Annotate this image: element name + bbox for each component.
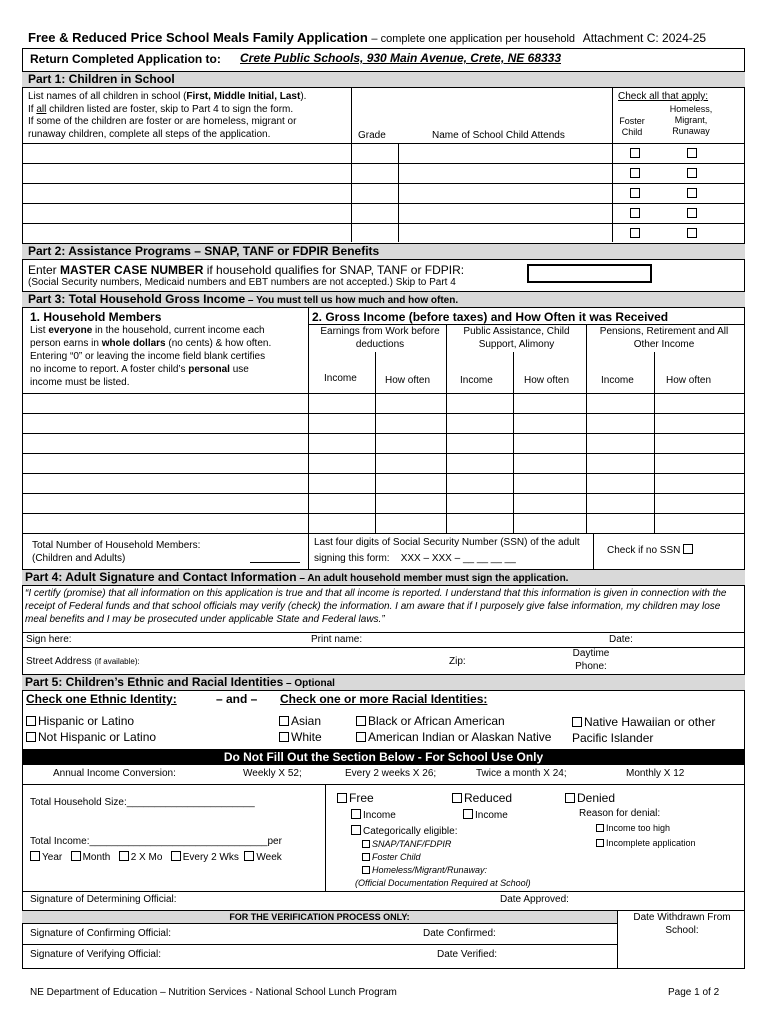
member-name-field[interactable] (26, 415, 306, 431)
col-how-often-work: How often (385, 375, 431, 386)
member-name-field[interactable] (26, 495, 306, 511)
zip-field[interactable] (470, 652, 560, 668)
table-row (22, 453, 745, 473)
pension-income-field[interactable] (590, 495, 650, 511)
part1-instructions: List names of all children in school (First, Middle Initial, Last). If all children listed are foster, skip to Part 4 to sign the form. If some of the children are foster or are homeless, migrant or runaway children, complete all steps of the application. (28, 91, 307, 140)
verifying-signature-label: Signature of Verifying Official: (30, 949, 161, 960)
attachment-label: Attachment C: 2024-25 (582, 31, 707, 45)
freq-week-checkbox[interactable] (244, 851, 254, 861)
pension-frequency-field[interactable] (658, 415, 740, 431)
part4-title: Part 4: Adult Signature and Contact Information – An adult household member must sign the application. (22, 569, 745, 586)
no-ssn-checkbox[interactable] (683, 544, 693, 554)
foster-checkbox[interactable] (630, 168, 640, 178)
pension-frequency-field[interactable] (658, 395, 740, 411)
table-row (22, 393, 745, 413)
work-income-field[interactable] (312, 455, 372, 471)
grade-field[interactable] (355, 185, 397, 201)
freq-month-checkbox[interactable] (71, 851, 81, 861)
child-name-field[interactable] (26, 145, 351, 161)
ssn-label: Last four digits of Social Security Number (SSN) of the adult signing this form: XXX – XXX – __ __ __ __ (314, 537, 580, 564)
work-frequency-field[interactable] (378, 395, 442, 411)
public-frequency-field[interactable] (516, 395, 582, 411)
asian-option[interactable]: Asian (279, 714, 321, 728)
foster-option[interactable]: Foster Child (362, 852, 421, 862)
print-name-field[interactable] (372, 633, 602, 647)
table-row (22, 493, 745, 513)
pension-income-field[interactable] (590, 455, 650, 471)
free-option[interactable]: Free (337, 791, 374, 805)
annual-conversion-label: Annual Income Conversion: (53, 768, 176, 779)
phone-field[interactable] (620, 652, 740, 668)
table-row (22, 163, 745, 183)
work-income-field[interactable] (312, 395, 372, 411)
snap-checkbox[interactable] (362, 840, 370, 848)
child-name-field[interactable] (26, 225, 351, 241)
freq-year-checkbox[interactable] (30, 851, 40, 861)
public-frequency-field[interactable] (516, 415, 582, 431)
certification-text: “I certify (promise) that all information on this application is true and that all income is reported. I understand that this information is given in connection with the receipt of Federal funds and that school officials may verify (check) the information. I am aware that if I purposely give false information, my children may lose meal benefits and I may be prosecuted under applicable State and Federal laws.” (25, 588, 727, 625)
form-title: Free & Reduced Price School Meals Family Application (28, 30, 368, 45)
reduced-checkbox[interactable] (452, 793, 462, 803)
homeless-checkbox[interactable] (687, 168, 697, 178)
confirming-signature-field[interactable] (200, 925, 420, 941)
member-name-field[interactable] (26, 515, 306, 531)
freq-every2-option[interactable]: Every 2 Wks (171, 852, 239, 863)
child-name-field[interactable] (26, 165, 351, 181)
denied-checkbox[interactable] (565, 793, 575, 803)
work-frequency-field[interactable] (378, 475, 442, 491)
members-instructions: List everyone in the household, current income each person earns in whole dollars (no cents) & how often. Entering “0” or leaving the income field blank certifies no income to report. A foster child’s personal use income must be listed. (30, 325, 272, 388)
form-subtitle: – complete one application per household (371, 33, 576, 45)
zip-label: Zip: (449, 656, 466, 667)
col-income-pension: Income (601, 375, 634, 386)
hispanic-checkbox[interactable] (26, 716, 36, 726)
school-field[interactable] (402, 145, 608, 161)
child-name-field[interactable] (26, 205, 351, 221)
work-income-field[interactable] (312, 415, 372, 431)
public-income-field[interactable] (450, 515, 510, 531)
pension-frequency-field[interactable] (658, 515, 740, 531)
pension-income-field[interactable] (590, 475, 650, 491)
black-option[interactable]: Black or African American (356, 714, 505, 728)
public-income-field[interactable] (450, 495, 510, 511)
reduced-income-checkbox[interactable] (463, 809, 473, 819)
school-use-banner: Do Not Fill Out the Section Below - For School Use Only (22, 749, 745, 765)
return-address: Crete Public Schools, 930 Main Avenue, Crete, NE 68333 (240, 51, 562, 65)
col-homeless: Homeless, Migrant, Runaway (669, 104, 713, 136)
date-confirmed-label: Date Confirmed: (423, 928, 496, 939)
page-number: Page 1 of 2 (668, 987, 720, 998)
twice-month-label: Twice a month X 24; (476, 768, 567, 779)
date-withdrawn-label: Date Withdrawn From School: (633, 912, 731, 936)
foster-checkbox[interactable] (630, 188, 640, 198)
signature-field[interactable] (80, 633, 305, 647)
determining-signature-label: Signature of Determining Official: (30, 894, 177, 905)
foster-checkbox[interactable] (630, 208, 640, 218)
ssn-input[interactable]: XXX – XXX – __ __ __ __ (400, 553, 516, 564)
group-work: Earnings from Work before deductions (320, 326, 440, 350)
gross-income-heading: 2. Gross Income (before taxes) and How Often it was Received (312, 310, 669, 324)
native-hawaiian-checkbox[interactable] (572, 717, 582, 727)
every-2-weeks-label: Every 2 weeks X 26; (345, 768, 437, 779)
work-income-field[interactable] (312, 475, 372, 491)
col-how-often-pension: How often (666, 375, 712, 386)
table-row (22, 513, 745, 533)
school-field[interactable] (402, 185, 608, 201)
foster-checkbox[interactable] (630, 228, 640, 238)
total-size-field[interactable]: Total Household Size:_______________________ (30, 797, 255, 808)
footer-text: NE Department of Education – Nutrition Services - National School Lunch Program (30, 987, 397, 998)
member-name-field[interactable] (26, 435, 306, 451)
grade-field[interactable] (355, 165, 397, 181)
freq-week-option[interactable]: Week (244, 852, 281, 863)
street-field[interactable] (170, 652, 440, 668)
determining-signature-field[interactable] (200, 892, 490, 908)
free-income-checkbox[interactable] (351, 809, 361, 819)
verifying-signature-field[interactable] (200, 946, 430, 962)
homeless-checkbox[interactable] (687, 148, 697, 158)
free-checkbox[interactable] (337, 793, 347, 803)
public-frequency-field[interactable] (516, 515, 582, 531)
homeless-option[interactable]: Homeless/Migrant/Runaway: (362, 865, 487, 875)
and-label: – and – (216, 692, 258, 706)
phone-label: Daytime Phone: (572, 648, 610, 672)
denial-reason-label: Reason for denial: (579, 808, 661, 819)
freq-2xmo-checkbox[interactable] (119, 851, 129, 861)
public-income-field[interactable] (450, 475, 510, 491)
part1-title: Part 1: Children in School (22, 71, 745, 88)
grade-field[interactable] (355, 225, 397, 241)
date-approved-label: Date Approved: (500, 894, 569, 905)
income-table (22, 393, 745, 533)
school-field[interactable] (402, 225, 608, 241)
form-header (28, 30, 748, 45)
homeless-checkbox[interactable] (362, 866, 370, 874)
date-field[interactable] (640, 633, 740, 647)
black-checkbox[interactable] (356, 716, 366, 726)
denied-option[interactable]: Denied (565, 791, 615, 805)
children-table (22, 143, 745, 243)
table-row (22, 203, 745, 223)
table-row (22, 223, 745, 243)
group-pension: Pensions, Retirement and All Other Income (599, 326, 729, 350)
work-frequency-field[interactable] (378, 455, 442, 471)
total-members-input[interactable] (250, 548, 300, 563)
total-members-label: Total Number of Household Members: (Children and Adults) (32, 540, 201, 564)
categorical-option[interactable]: Categorically eligible: (351, 825, 458, 837)
table-row (22, 473, 745, 493)
grade-field[interactable] (355, 145, 397, 161)
asian-checkbox[interactable] (279, 716, 289, 726)
freq-year-option[interactable]: Year (30, 852, 62, 863)
case-number-input[interactable] (527, 264, 652, 283)
white-checkbox[interactable] (279, 732, 289, 742)
weekly-label: Weekly X 52; (243, 768, 302, 779)
date-label: Date: (609, 634, 633, 645)
pension-income-field[interactable] (590, 415, 650, 431)
public-income-field[interactable] (450, 395, 510, 411)
work-frequency-field[interactable] (378, 435, 442, 451)
pension-income-field[interactable] (590, 515, 650, 531)
reduced-income-option[interactable]: Income (463, 809, 508, 821)
col-income-public: Income (460, 375, 493, 386)
public-frequency-field[interactable] (516, 455, 582, 471)
confirming-signature-label: Signature of Confirming Official: (30, 928, 171, 939)
col-foster: Foster Child (619, 116, 645, 137)
school-field[interactable] (402, 165, 608, 181)
work-income-field[interactable] (312, 515, 372, 531)
part3-title: Part 3: Total Household Gross Income – You must tell us how much and how often. (22, 291, 745, 308)
table-row (22, 433, 745, 453)
monthly-label: Monthly X 12 (626, 768, 685, 779)
public-income-field[interactable] (450, 435, 510, 451)
table-row (22, 413, 745, 433)
table-row (22, 183, 745, 203)
col-income-work: Income (324, 373, 357, 384)
return-label: Return Completed Application to: (30, 52, 221, 66)
school-field[interactable] (402, 205, 608, 221)
public-frequency-field[interactable] (516, 475, 582, 491)
public-income-field[interactable] (450, 415, 510, 431)
not-hispanic-option[interactable]: Not Hispanic or Latino (26, 730, 156, 744)
reduced-option[interactable]: Reduced (452, 791, 512, 805)
ethnic-heading: Check one Ethnic Identity: (26, 692, 177, 706)
col-grade: Grade (358, 130, 386, 141)
child-name-field[interactable] (26, 185, 351, 201)
native-hawaiian-option[interactable]: Native Hawaiian or other Pacific Islander (572, 715, 716, 745)
american-indian-checkbox[interactable] (356, 732, 366, 742)
no-ssn-option[interactable]: Check if no SSN (607, 544, 695, 556)
foster-checkbox[interactable] (630, 148, 640, 158)
col-school: Name of School Child Attends (432, 130, 565, 141)
categorical-checkbox[interactable] (351, 825, 361, 835)
work-frequency-field[interactable] (378, 495, 442, 511)
table-row (22, 143, 745, 163)
racial-heading: Check one or more Racial Identities: (280, 692, 488, 706)
public-income-field[interactable] (450, 455, 510, 471)
pension-income-field[interactable] (590, 395, 650, 411)
street-label: Street Address (if available): (26, 656, 140, 667)
public-frequency-field[interactable] (516, 495, 582, 511)
incomplete-option[interactable]: Incomplete application (596, 838, 696, 848)
part2-title: Part 2: Assistance Programs – SNAP, TANF or FDPIR Benefits (22, 243, 745, 260)
print-name-label: Print name: (311, 634, 363, 645)
white-option[interactable]: White (279, 730, 322, 744)
freq-every2-checkbox[interactable] (171, 851, 181, 861)
american-indian-option[interactable]: American Indian or Alaskan Native (356, 730, 551, 744)
hispanic-option[interactable]: Hispanic or Latino (26, 714, 134, 728)
pension-frequency-field[interactable] (658, 475, 740, 491)
documentation-note: (Official Documentation Required at School) (355, 878, 531, 888)
work-income-field[interactable] (312, 495, 372, 511)
pension-frequency-field[interactable] (658, 435, 740, 451)
sign-here-label: Sign here: (26, 634, 72, 645)
total-income-field[interactable]: Total Income:________________________________per (30, 836, 282, 847)
pension-frequency-field[interactable] (658, 455, 740, 471)
group-public: Public Assistance, Child Support, Alimony (463, 326, 570, 350)
member-name-field[interactable] (26, 455, 306, 471)
homeless-checkbox[interactable] (687, 208, 697, 218)
snap-option[interactable]: SNAP/TANF/FDPIR (362, 839, 451, 849)
income-too-high-option[interactable]: Income too high (596, 823, 670, 833)
freq-month-option[interactable]: Month (71, 852, 111, 863)
public-frequency-field[interactable] (516, 435, 582, 451)
foster-checkbox[interactable] (362, 853, 370, 861)
income-too-high-checkbox[interactable] (596, 824, 604, 832)
homeless-checkbox[interactable] (687, 228, 697, 238)
member-name-field[interactable] (26, 475, 306, 491)
work-frequency-field[interactable] (378, 415, 442, 431)
not-hispanic-checkbox[interactable] (26, 732, 36, 742)
homeless-checkbox[interactable] (687, 188, 697, 198)
col-how-often-public: How often (524, 375, 570, 386)
verification-banner: FOR THE VERIFICATION PROCESS ONLY: (22, 911, 617, 923)
pension-frequency-field[interactable] (658, 495, 740, 511)
incomplete-checkbox[interactable] (596, 839, 604, 847)
frequency-options (30, 851, 282, 863)
case-number-note: (Social Security numbers, Medicaid numbers and EBT numbers are not accepted.) Skip to Part 4 (28, 277, 456, 288)
member-name-field[interactable] (26, 395, 306, 411)
freq-2xmo-option[interactable]: 2 X Mo (119, 852, 163, 863)
pension-income-field[interactable] (590, 435, 650, 451)
part5-title: Part 5: Children’s Ethnic and Racial Identities – Optional (22, 674, 745, 691)
case-number-label: Enter MASTER CASE NUMBER if household qualifies for SNAP, TANF or FDPIR: (28, 263, 465, 277)
work-frequency-field[interactable] (378, 515, 442, 531)
work-income-field[interactable] (312, 435, 372, 451)
members-heading: 1. Household Members (30, 310, 162, 324)
grade-field[interactable] (355, 205, 397, 221)
free-income-option[interactable]: Income (351, 809, 396, 821)
date-verified-label: Date Verified: (437, 949, 498, 960)
check-all-label: Check all that apply: (618, 91, 709, 102)
